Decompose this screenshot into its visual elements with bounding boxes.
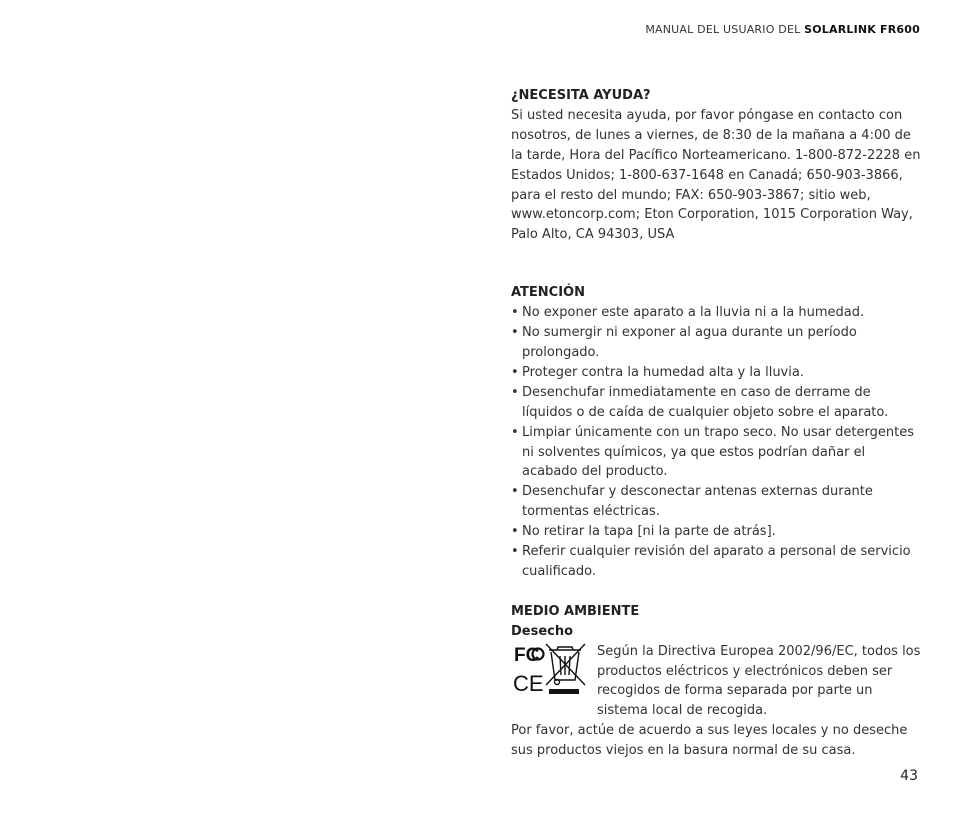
list-item: • No sumergir ni exponer al agua durante un período prolongado. (511, 325, 857, 360)
running-header (645, 23, 920, 36)
fcc-letters: FC (514, 644, 540, 666)
list-item: • No exponer este aparato a la lluvia ni a la humedad. (511, 305, 865, 321)
fcc-logo-icon (514, 645, 544, 666)
list-item: • No retirar la tapa [ni la parte de atrás]. (511, 524, 776, 540)
help-section (511, 86, 923, 245)
disposal-block (511, 642, 923, 722)
environment-closing: Por favor, actúe de acuerdo a sus leyes locales y no deseche sus productos viejos en la basura normal de su casa. (511, 723, 908, 759)
page-number: 43 (900, 768, 918, 784)
attention-list (511, 303, 923, 582)
header-prefix: MANUAL DEL USUARIO DEL (645, 23, 805, 36)
header-product: SOLARLINK FR600 (804, 23, 920, 36)
certification-logos (511, 642, 597, 702)
list-item: • Desenchufar inmediatamente en caso de derrame de líquidos o de caída de cualquier objeto sobre el aparato. (511, 384, 889, 420)
attention-section (511, 283, 923, 582)
list-item: • Desenchufar y desconectar antenas externas durante tormentas eléctricas. (511, 484, 873, 520)
disposal-text: Según la Directiva Europea 2002/96/EC, todos los productos eléctricos y electrónicos deben ser recogidos de forma separada por parte un sistema local de recogida. (597, 643, 921, 719)
certification-logos-graphic (511, 642, 597, 702)
ce-letters: CE (513, 670, 544, 696)
list-item: • Referir cualquier revisión del aparato a personal de servicio cualificado. (511, 544, 911, 579)
weee-bar-icon (549, 689, 579, 694)
help-title: ¿NECESITA AYUDA? (511, 88, 651, 103)
list-item: • Proteger contra la humedad alta y la lluvia. (511, 364, 804, 380)
environment-section (511, 602, 923, 761)
help-body: Si usted necesita ayuda, por favor póngase en contacto con nosotros, de lunes a viernes, de 8:30 de la mañana a 4:00 de la tarde, Hora del Pacífico Norteamericano. 1-800-872-2228 en Estados Unidos; 1-800-637-1648 en Canadá; 650-903-3866, para el resto del mundo; FAX: 650-903-3867; sitio web, www.etoncorp.com; Eton Corporation, 1015 Corporation Way, Palo Alto, CA 94303, USA (511, 107, 921, 243)
main-column (511, 86, 923, 761)
list-item: • Limpiar únicamente con un trapo seco. No usar detergentes ni solventes químicos, ya que estos podrían dañar el acabado del producto. (511, 424, 914, 480)
environment-title: MEDIO AMBIENTE (511, 603, 640, 619)
attention-title: ATENCIÓN (511, 285, 585, 301)
weee-bin-icon (546, 644, 585, 685)
environment-subtitle: Desecho (511, 623, 574, 639)
ce-logo-icon (513, 671, 544, 696)
